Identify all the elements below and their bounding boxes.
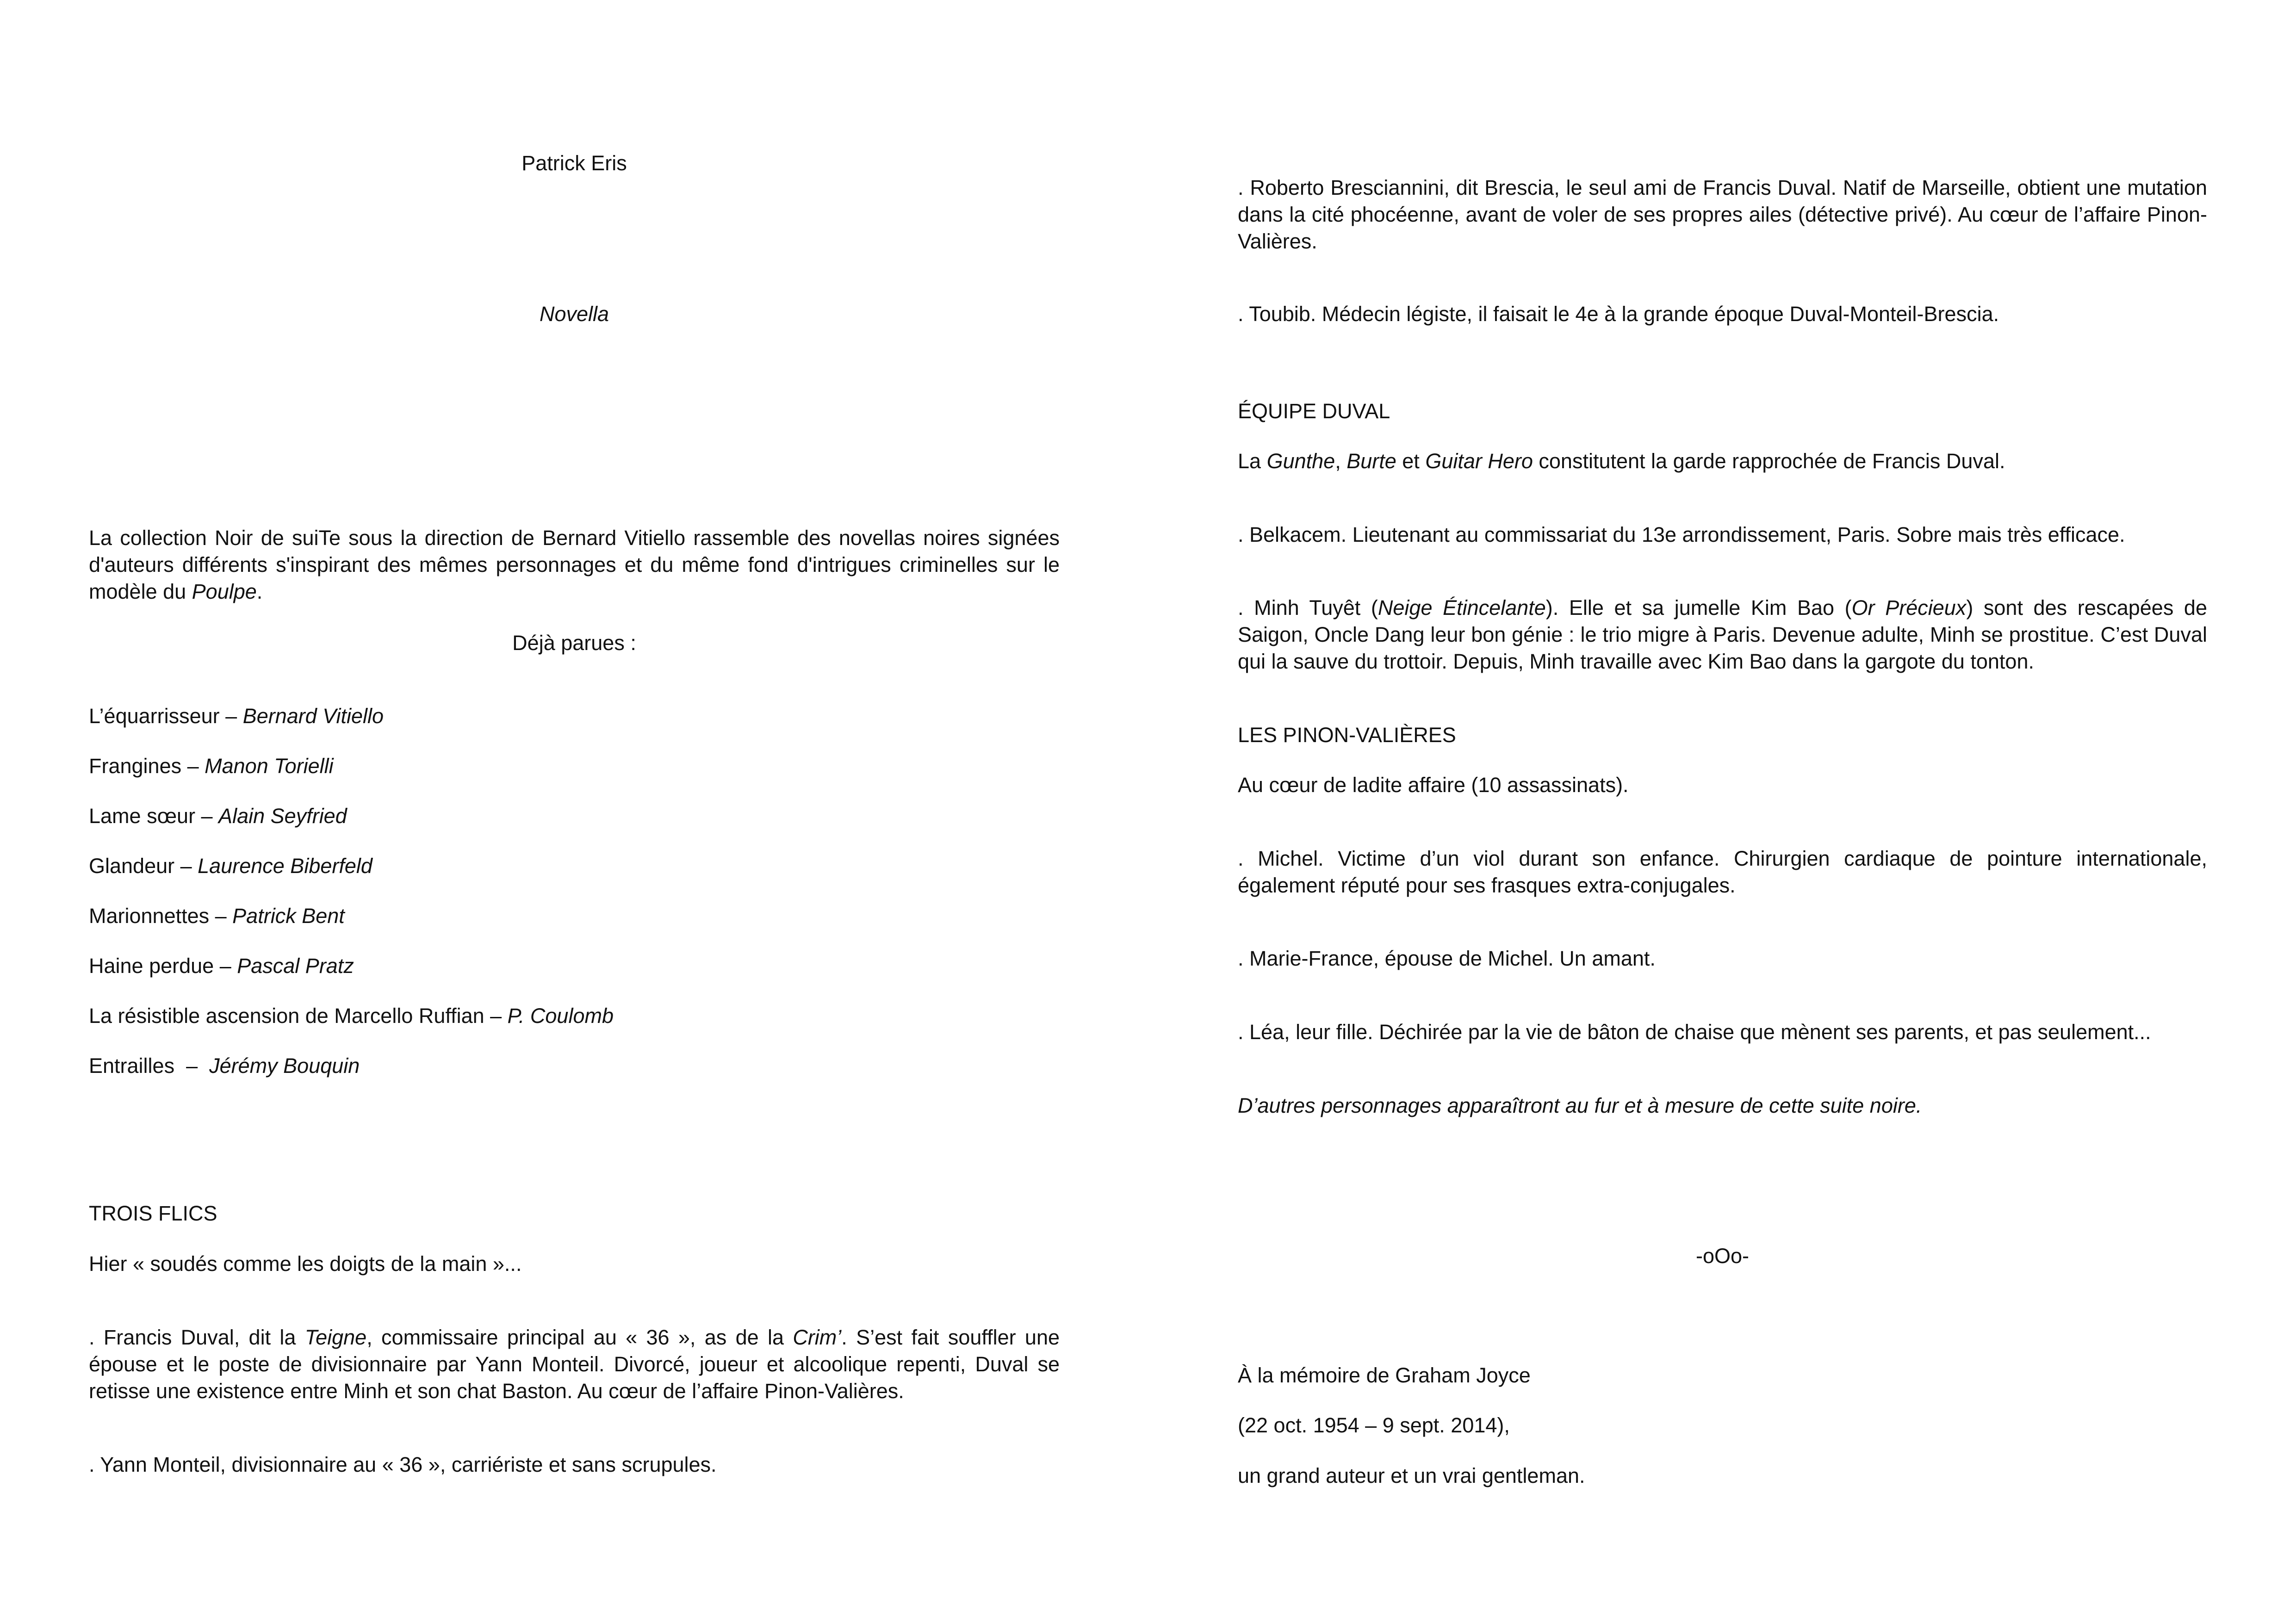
equipe-name: Guitar Hero bbox=[1425, 449, 1533, 473]
character-toubib: . Toubib. Médecin légiste, il faisait le 4e à la grande époque Duval-Monteil-Brescia. bbox=[1238, 302, 1999, 326]
book-item bbox=[89, 953, 1060, 979]
book-item bbox=[89, 903, 1060, 929]
kimbao-name-meaning: Or Précieux bbox=[1851, 596, 1967, 619]
book-author: Bernard Vitiello bbox=[242, 704, 384, 728]
book-author: Laurence Biberfeld bbox=[198, 854, 372, 878]
section-heading-equipe-duval: ÉQUIPE DUVAL bbox=[1238, 399, 1390, 423]
minh-text: ). Elle et sa jumelle Kim Bao ( bbox=[1545, 596, 1852, 619]
duval-text-3: . S’est fait souffler une épouse et le poste de divisionnaire par Yann Monteil. Divorcé, joueur et alcoolique repenti, Duval se retisse une existence entre Minh et son chat Baston. Au cœur de l’affaire Pinon-Valières. bbox=[89, 1326, 1060, 1403]
left-page bbox=[89, 0, 1060, 1623]
book-author: Alain Seyfried bbox=[218, 804, 347, 828]
minh-name-meaning: Neige Étincelante bbox=[1378, 596, 1546, 619]
equipe-name: Burte bbox=[1347, 449, 1396, 473]
minh-text: . Minh Tuyêt ( bbox=[1238, 596, 1378, 619]
character-minh bbox=[1238, 595, 2207, 675]
genre-label: Novella bbox=[539, 302, 609, 326]
equipe-text: , bbox=[1335, 449, 1347, 473]
duval-text-1: . Francis Duval, dit la bbox=[89, 1326, 305, 1349]
author-name: Patrick Eris bbox=[521, 151, 627, 175]
book-item bbox=[89, 703, 1060, 730]
book-title: Haine perdue – bbox=[89, 954, 237, 978]
dedication-line-1: À la mémoire de Graham Joyce bbox=[1238, 1363, 1531, 1387]
section-heading-pinon-valieres: LES PINON-VALIÈRES bbox=[1238, 723, 1456, 747]
dedication-line-3: un grand auteur et un vrai gentleman. bbox=[1238, 1464, 1585, 1487]
book-author: Patrick Bent bbox=[232, 904, 345, 928]
character-michel: . Michel. Victime d’un viol durant son enfance. Chirurgien cardiaque de pointure internationale, également réputé pour ses frasques extra-conjugales. bbox=[1238, 847, 2207, 897]
duval-text-2: , commissaire principal au « 36 », as de la bbox=[366, 1326, 793, 1349]
character-belkacem: . Belkacem. Lieutenant au commissariat du 13e arrondissement, Paris. Sobre mais très efficace. bbox=[1238, 523, 2125, 546]
section-separator: -oOo- bbox=[1695, 1244, 1750, 1268]
collection-paragraph bbox=[89, 525, 1060, 605]
character-marie-france: . Marie-France, épouse de Michel. Un amant. bbox=[1238, 947, 1656, 970]
collection-text-end: . bbox=[256, 580, 263, 603]
character-brescia: . Roberto Bresciannini, dit Brescia, le seul ami de Francis Duval. Natif de Marseille, obtient une mutation dans la cité phocéenne, avant de voler de ses propres ailes (détective privé). Au cœur de l’affaire Pinon-Valières. bbox=[1238, 176, 2207, 253]
deja-parues-label: Déjà parues : bbox=[512, 631, 636, 655]
autres-personnages-note: D’autres personnages apparaîtront au fur et à mesure de cette suite noire. bbox=[1238, 1094, 1922, 1117]
book-title: L’équarrisseur – bbox=[89, 704, 243, 728]
right-page bbox=[1238, 0, 2207, 1623]
equipe-name: Gunthe bbox=[1266, 449, 1335, 473]
book-title: Marionnettes – bbox=[89, 904, 233, 928]
duval-crim: Crim’ bbox=[793, 1326, 842, 1349]
book-author: P. Coulomb bbox=[507, 1004, 614, 1028]
book-title: La résistible ascension de Marcello Ruffian – bbox=[89, 1004, 508, 1028]
pinon-intro: Au cœur de ladite affaire (10 assassinats). bbox=[1238, 773, 1629, 797]
collection-emphasis: Poulpe bbox=[192, 580, 257, 603]
equipe-text: constitutent la garde rapprochée de Francis Duval. bbox=[1533, 449, 2005, 473]
section-heading-trois-flics: TROIS FLICS bbox=[89, 1202, 217, 1225]
book-author: Manon Torielli bbox=[205, 754, 334, 778]
dedication-line-2: (22 oct. 1954 – 9 sept. 2014), bbox=[1238, 1413, 1510, 1437]
book-item bbox=[89, 803, 1060, 830]
character-monteil: . Yann Monteil, divisionnaire au « 36 », carriériste et sans scrupules. bbox=[89, 1453, 717, 1476]
character-lea: . Léa, leur fille. Déchirée par la vie de bâton de chaise que mènent ses parents, et pas seulement... bbox=[1238, 1020, 2151, 1044]
book-title: Entrailles – bbox=[89, 1054, 210, 1078]
book-item bbox=[89, 853, 1060, 880]
book-author: Pascal Pratz bbox=[237, 954, 354, 978]
book-item bbox=[89, 1053, 1060, 1079]
book-item bbox=[89, 1003, 1060, 1029]
minh-text: ) sont des rescapées de Saigon, Oncle Dang leur bon génie : le trio migre à Paris. Devenue adulte, Minh se prostitue. C’est Duval qui la sauve du trottoir. Depuis, Minh travaille avec Kim Bao dans la gargote du tonton. bbox=[1238, 596, 2207, 673]
book-author: Jérémy Bouquin bbox=[209, 1054, 360, 1078]
equipe-intro bbox=[1238, 448, 2207, 475]
equipe-text: La bbox=[1238, 449, 1267, 473]
collection-text: La collection Noir de suiTe sous la direction de Bernard Vitiello rassemble des novellas noires signées d'auteurs différents s'inspirant des mêmes personnages et du même fond d'intrigues criminelles sur le modèle du bbox=[89, 526, 1060, 603]
book-title: Frangines – bbox=[89, 754, 205, 778]
book-title: Glandeur – bbox=[89, 854, 198, 878]
character-duval bbox=[89, 1324, 1060, 1405]
trois-flics-intro: Hier « soudés comme les doigts de la main »... bbox=[89, 1252, 522, 1276]
book-title: Lame sœur – bbox=[89, 804, 219, 828]
book-item bbox=[89, 753, 1060, 780]
equipe-text: et bbox=[1396, 449, 1426, 473]
duval-nickname: Teigne bbox=[304, 1326, 367, 1349]
